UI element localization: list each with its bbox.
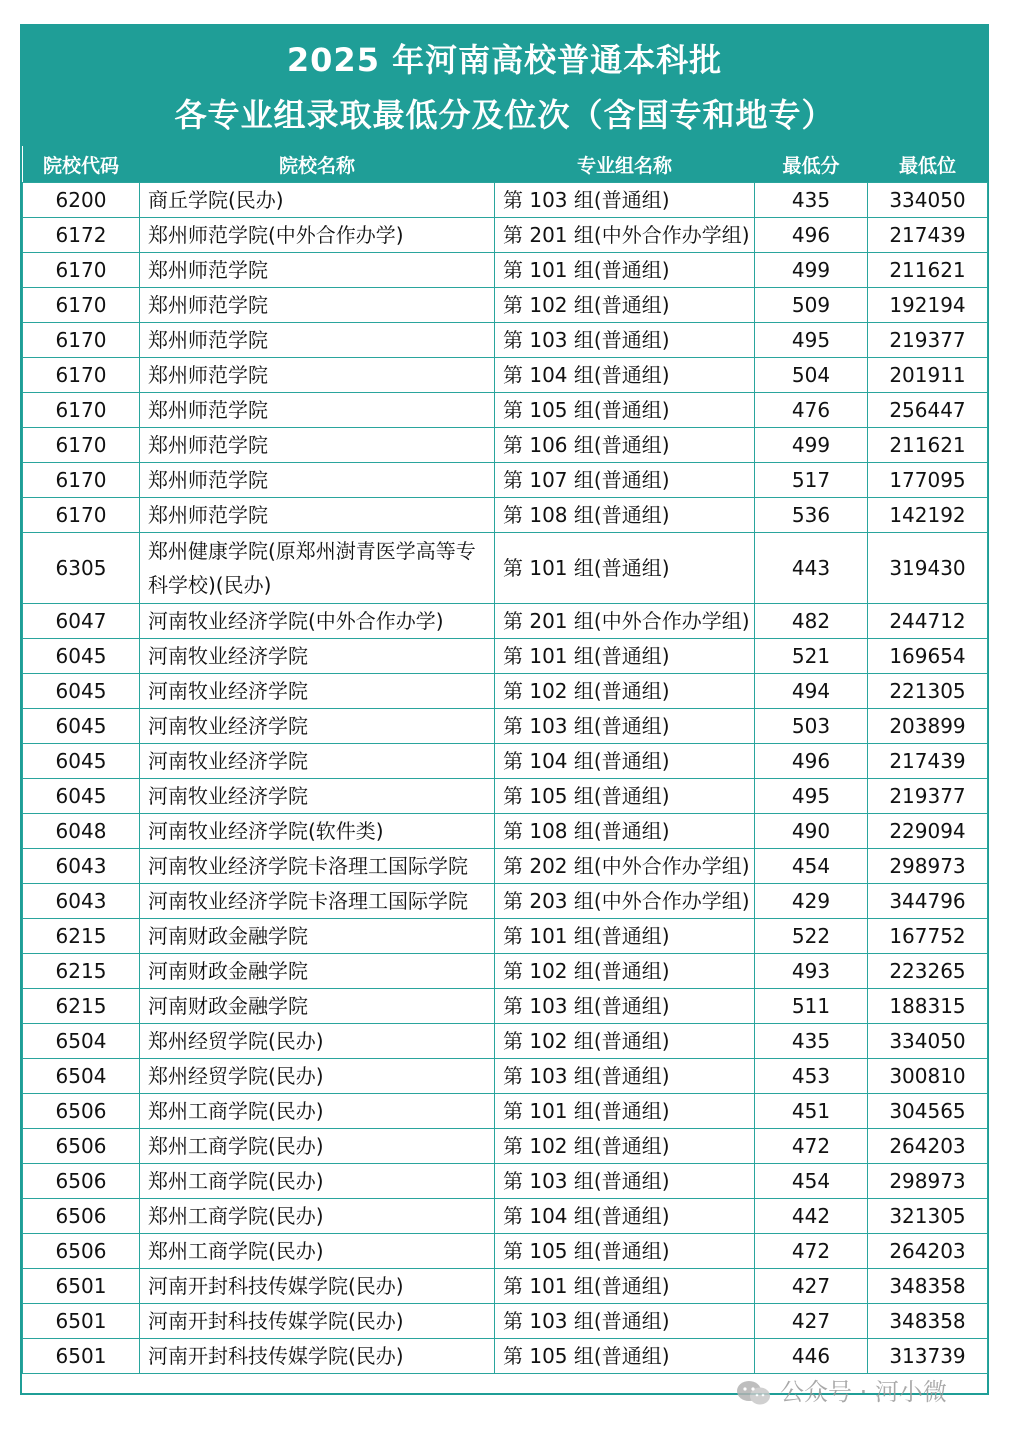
cell-min-rank: 223265 [868, 954, 988, 989]
table-row [23, 1234, 988, 1269]
table-row [23, 1304, 988, 1339]
cell-code: 6506 [23, 1094, 140, 1129]
cell-group: 第 103 组(普通组) [495, 1059, 755, 1094]
cell-group: 第 104 组(普通组) [495, 744, 755, 779]
cell-min-score: 509 [755, 288, 868, 323]
cell-group: 第 101 组(普通组) [495, 253, 755, 288]
cell-name: 郑州师范学院 [140, 428, 495, 463]
cell-min-score: 536 [755, 498, 868, 533]
table-row [23, 428, 988, 463]
table-row [23, 954, 988, 989]
cell-min-score: 499 [755, 253, 868, 288]
table-row [23, 849, 988, 884]
cell-group: 第 102 组(普通组) [495, 1024, 755, 1059]
cell-min-rank: 221305 [868, 674, 988, 709]
cell-code: 6215 [23, 954, 140, 989]
cell-code: 6215 [23, 989, 140, 1024]
table-row [23, 1269, 988, 1304]
table-row [23, 744, 988, 779]
admission-table [22, 146, 988, 1374]
table-row [23, 183, 988, 218]
cell-min-rank: 319430 [868, 533, 988, 604]
table-row [23, 533, 988, 604]
cell-code: 6504 [23, 1059, 140, 1094]
cell-group: 第 102 组(普通组) [495, 674, 755, 709]
cell-min-score: 482 [755, 604, 868, 639]
cell-group: 第 107 组(普通组) [495, 463, 755, 498]
cell-code: 6200 [23, 183, 140, 218]
cell-code: 6170 [23, 428, 140, 463]
cell-code: 6501 [23, 1339, 140, 1374]
cell-min-rank: 169654 [868, 639, 988, 674]
cell-name: 河南开封科技传媒学院(民办) [140, 1339, 495, 1374]
cell-code: 6170 [23, 463, 140, 498]
cell-min-score: 495 [755, 779, 868, 814]
table-row [23, 288, 988, 323]
cell-min-rank: 256447 [868, 393, 988, 428]
cell-code: 6045 [23, 744, 140, 779]
cell-min-score: 435 [755, 183, 868, 218]
cell-code: 6170 [23, 288, 140, 323]
cell-code: 6170 [23, 393, 140, 428]
cell-group: 第 103 组(普通组) [495, 1164, 755, 1199]
cell-min-rank: 244712 [868, 604, 988, 639]
wechat-icon [736, 1380, 772, 1406]
cell-min-score: 453 [755, 1059, 868, 1094]
table-row [23, 1059, 988, 1094]
cell-code: 6172 [23, 218, 140, 253]
cell-name: 河南开封科技传媒学院(民办) [140, 1269, 495, 1304]
cell-name: 河南牧业经济学院 [140, 674, 495, 709]
table-row [23, 1024, 988, 1059]
cell-code: 6170 [23, 358, 140, 393]
cell-name: 河南财政金融学院 [140, 954, 495, 989]
cell-min-rank: 203899 [868, 709, 988, 744]
cell-group: 第 103 组(普通组) [495, 323, 755, 358]
cell-name: 河南牧业经济学院卡洛理工国际学院 [140, 849, 495, 884]
cell-group: 第 101 组(普通组) [495, 919, 755, 954]
title-line-2: 各专业组录取最低分及位次（含国专和地专） [174, 96, 835, 134]
cell-group: 第 102 组(普通组) [495, 288, 755, 323]
cell-group: 第 203 组(中外合作办学组) [495, 884, 755, 919]
cell-code: 6501 [23, 1304, 140, 1339]
header-group: 专业组名称 [495, 146, 755, 183]
cell-group: 第 102 组(普通组) [495, 954, 755, 989]
cell-name: 郑州师范学院 [140, 393, 495, 428]
cell-min-score: 490 [755, 814, 868, 849]
cell-min-rank: 334050 [868, 183, 988, 218]
cell-min-rank: 188315 [868, 989, 988, 1024]
cell-min-score: 454 [755, 1164, 868, 1199]
cell-name: 郑州健康学院(原郑州澍青医学高等专科学校)(民办) [140, 533, 495, 604]
cell-min-rank: 167752 [868, 919, 988, 954]
cell-min-rank: 300810 [868, 1059, 988, 1094]
cell-min-rank: 304565 [868, 1094, 988, 1129]
cell-min-score: 476 [755, 393, 868, 428]
table-row [23, 1164, 988, 1199]
table-header-row [23, 146, 988, 183]
table-row [23, 814, 988, 849]
table-row [23, 1129, 988, 1164]
cell-min-rank: 321305 [868, 1199, 988, 1234]
cell-code: 6045 [23, 709, 140, 744]
cell-group: 第 103 组(普通组) [495, 709, 755, 744]
cell-group: 第 201 组(中外合作办学组) [495, 604, 755, 639]
cell-group: 第 108 组(普通组) [495, 814, 755, 849]
cell-min-score: 454 [755, 849, 868, 884]
header-code: 院校代码 [23, 146, 140, 183]
table-row [23, 884, 988, 919]
cell-min-rank: 142192 [868, 498, 988, 533]
table-row [23, 463, 988, 498]
cell-name: 商丘学院(民办) [140, 183, 495, 218]
table-row [23, 604, 988, 639]
cell-min-score: 503 [755, 709, 868, 744]
table-row [23, 989, 988, 1024]
cell-code: 6045 [23, 779, 140, 814]
cell-min-rank: 348358 [868, 1269, 988, 1304]
cell-code: 6506 [23, 1129, 140, 1164]
cell-min-rank: 219377 [868, 323, 988, 358]
cell-code: 6170 [23, 253, 140, 288]
cell-name: 河南牧业经济学院(中外合作办学) [140, 604, 495, 639]
table-row [23, 358, 988, 393]
cell-min-rank: 211621 [868, 253, 988, 288]
cell-name: 河南开封科技传媒学院(民办) [140, 1304, 495, 1339]
cell-name: 河南牧业经济学院 [140, 779, 495, 814]
cell-name: 郑州师范学院 [140, 323, 495, 358]
cell-min-rank: 217439 [868, 218, 988, 253]
cell-name: 郑州工商学院(民办) [140, 1199, 495, 1234]
cell-code: 6506 [23, 1164, 140, 1199]
table-body [23, 183, 988, 1374]
table-row [23, 779, 988, 814]
cell-name: 郑州师范学院 [140, 288, 495, 323]
cell-name: 郑州工商学院(民办) [140, 1129, 495, 1164]
cell-code: 6170 [23, 323, 140, 358]
cell-code: 6215 [23, 919, 140, 954]
table-row [23, 674, 988, 709]
cell-min-rank: 344796 [868, 884, 988, 919]
cell-min-score: 427 [755, 1269, 868, 1304]
cell-min-rank: 201911 [868, 358, 988, 393]
cell-code: 6043 [23, 884, 140, 919]
cell-min-score: 443 [755, 533, 868, 604]
cell-code: 6047 [23, 604, 140, 639]
cell-name: 河南牧业经济学院卡洛理工国际学院 [140, 884, 495, 919]
cell-min-rank: 334050 [868, 1024, 988, 1059]
cell-code: 6043 [23, 849, 140, 884]
cell-name: 郑州经贸学院(民办) [140, 1059, 495, 1094]
cell-min-score: 429 [755, 884, 868, 919]
cell-name: 郑州师范学院 [140, 463, 495, 498]
cell-code: 6305 [23, 533, 140, 604]
cell-name: 河南牧业经济学院(软件类) [140, 814, 495, 849]
cell-min-score: 517 [755, 463, 868, 498]
cell-min-rank: 229094 [868, 814, 988, 849]
cell-min-rank: 211621 [868, 428, 988, 463]
cell-name: 郑州工商学院(民办) [140, 1234, 495, 1269]
table-row [23, 919, 988, 954]
title-banner [22, 26, 987, 146]
cell-min-score: 504 [755, 358, 868, 393]
watermark-text: 公众号 · 河小微 [780, 1378, 947, 1406]
cell-group: 第 104 组(普通组) [495, 1199, 755, 1234]
cell-code: 6504 [23, 1024, 140, 1059]
cell-min-rank: 313739 [868, 1339, 988, 1374]
cell-min-score: 495 [755, 323, 868, 358]
cell-min-rank: 348358 [868, 1304, 988, 1339]
cell-group: 第 105 组(普通组) [495, 1234, 755, 1269]
cell-group: 第 101 组(普通组) [495, 1269, 755, 1304]
cell-min-rank: 298973 [868, 1164, 988, 1199]
title-line-1: 2025 年河南高校普通本科批 [286, 41, 723, 79]
cell-code: 6501 [23, 1269, 140, 1304]
cell-min-score: 442 [755, 1199, 868, 1234]
cell-min-rank: 177095 [868, 463, 988, 498]
header-min-rank: 最低位 [868, 146, 988, 183]
table-row [23, 639, 988, 674]
watermark [736, 1372, 947, 1407]
cell-name: 郑州工商学院(民办) [140, 1094, 495, 1129]
cell-code: 6045 [23, 639, 140, 674]
table-row [23, 1094, 988, 1129]
cell-name: 郑州师范学院 [140, 498, 495, 533]
cell-min-score: 493 [755, 954, 868, 989]
cell-min-score: 494 [755, 674, 868, 709]
cell-group: 第 101 组(普通组) [495, 639, 755, 674]
cell-group: 第 101 组(普通组) [495, 533, 755, 604]
header-name: 院校名称 [140, 146, 495, 183]
cell-min-rank: 264203 [868, 1129, 988, 1164]
cell-min-rank: 264203 [868, 1234, 988, 1269]
table-row [23, 253, 988, 288]
cell-min-rank: 298973 [868, 849, 988, 884]
cell-min-score: 496 [755, 218, 868, 253]
cell-group: 第 108 组(普通组) [495, 498, 755, 533]
cell-group: 第 105 组(普通组) [495, 393, 755, 428]
cell-group: 第 103 组(普通组) [495, 183, 755, 218]
cell-min-score: 522 [755, 919, 868, 954]
cell-min-score: 451 [755, 1094, 868, 1129]
cell-min-score: 521 [755, 639, 868, 674]
cell-group: 第 202 组(中外合作办学组) [495, 849, 755, 884]
table-row [23, 218, 988, 253]
cell-code: 6170 [23, 498, 140, 533]
cell-code: 6045 [23, 674, 140, 709]
cell-name: 郑州师范学院(中外合作办学) [140, 218, 495, 253]
cell-group: 第 105 组(普通组) [495, 1339, 755, 1374]
cell-code: 6506 [23, 1199, 140, 1234]
cell-min-score: 499 [755, 428, 868, 463]
table-row [23, 709, 988, 744]
cell-name: 河南财政金融学院 [140, 919, 495, 954]
cell-name: 郑州经贸学院(民办) [140, 1024, 495, 1059]
cell-name: 河南牧业经济学院 [140, 709, 495, 744]
cell-group: 第 103 组(普通组) [495, 1304, 755, 1339]
cell-min-score: 496 [755, 744, 868, 779]
cell-name: 郑州师范学院 [140, 358, 495, 393]
cell-group: 第 105 组(普通组) [495, 779, 755, 814]
cell-min-score: 435 [755, 1024, 868, 1059]
cell-group: 第 102 组(普通组) [495, 1129, 755, 1164]
cell-min-rank: 219377 [868, 779, 988, 814]
table-row [23, 393, 988, 428]
header-min-score: 最低分 [755, 146, 868, 183]
table-row [23, 498, 988, 533]
cell-group: 第 201 组(中外合作办学组) [495, 218, 755, 253]
cell-name: 河南牧业经济学院 [140, 744, 495, 779]
cell-name: 郑州工商学院(民办) [140, 1164, 495, 1199]
cell-group: 第 106 组(普通组) [495, 428, 755, 463]
cell-group: 第 103 组(普通组) [495, 989, 755, 1024]
cell-min-score: 472 [755, 1234, 868, 1269]
table-row [23, 1339, 988, 1374]
cell-code: 6506 [23, 1234, 140, 1269]
table-row [23, 323, 988, 358]
cell-name: 河南牧业经济学院 [140, 639, 495, 674]
cell-group: 第 101 组(普通组) [495, 1094, 755, 1129]
cell-min-rank: 192194 [868, 288, 988, 323]
cell-min-score: 511 [755, 989, 868, 1024]
cell-name: 郑州师范学院 [140, 253, 495, 288]
cell-code: 6048 [23, 814, 140, 849]
cell-name: 河南财政金融学院 [140, 989, 495, 1024]
cell-min-score: 446 [755, 1339, 868, 1374]
cell-group: 第 104 组(普通组) [495, 358, 755, 393]
cell-min-rank: 217439 [868, 744, 988, 779]
cell-min-score: 472 [755, 1129, 868, 1164]
cell-min-score: 427 [755, 1304, 868, 1339]
table-row [23, 1199, 988, 1234]
admission-table-sheet [20, 24, 989, 1395]
